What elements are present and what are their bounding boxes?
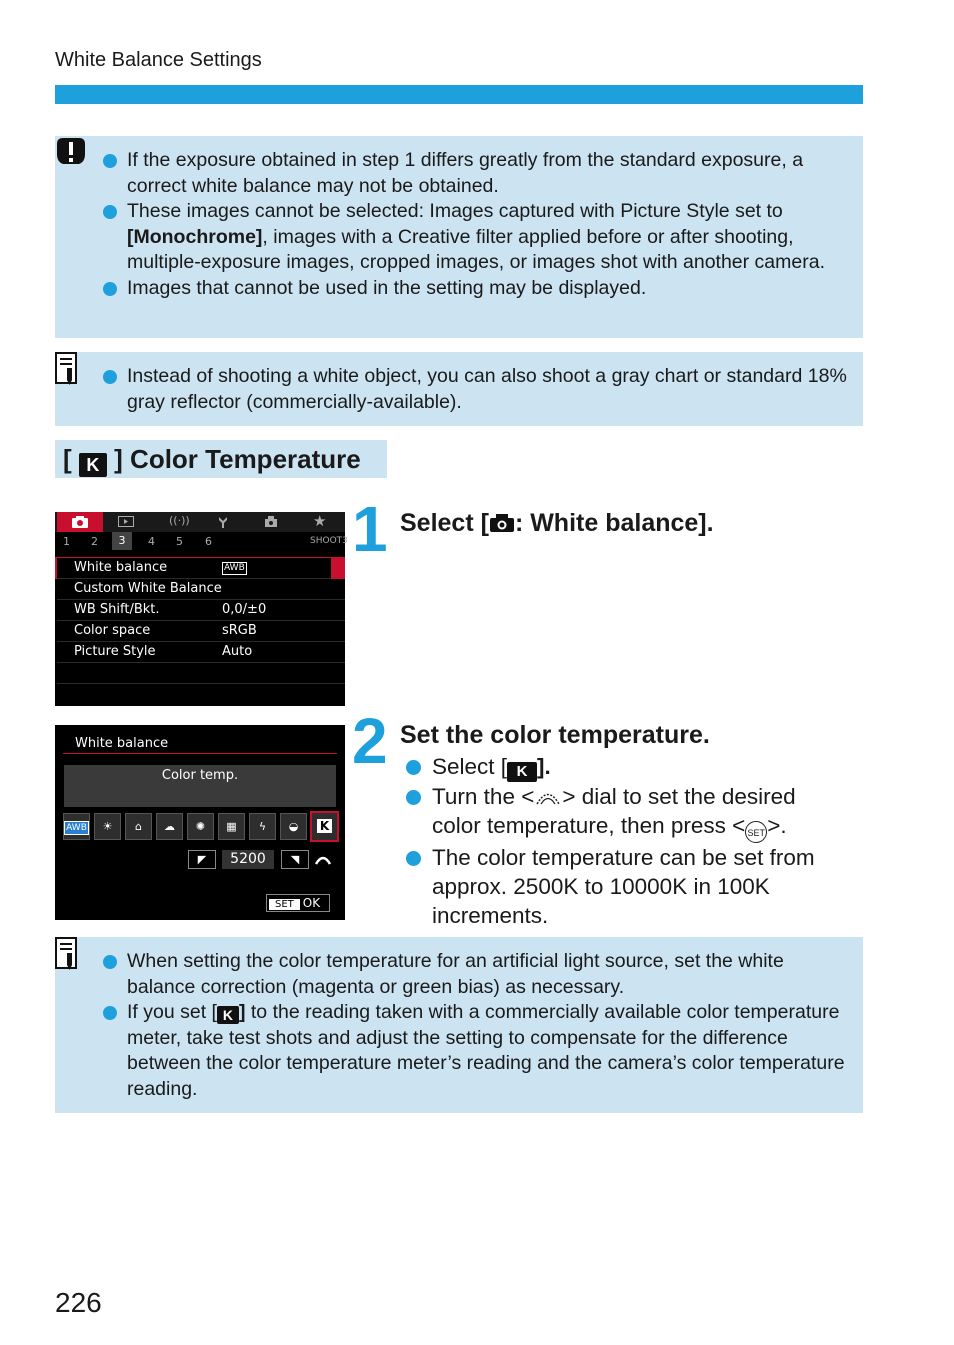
shoot-tab[interactable]: [57, 512, 103, 532]
step1-title: Select [ : White balance].: [400, 509, 714, 537]
quick-control-dial-icon: [534, 787, 562, 807]
wireless-tab-icon[interactable]: ((·)): [169, 514, 190, 527]
custom-functions-tab-icon[interactable]: [263, 515, 279, 529]
header-rule: [55, 85, 863, 104]
shade-mode-icon[interactable]: ⌂: [125, 813, 152, 840]
custom-wb-mode-icon[interactable]: ◒: [280, 813, 307, 840]
list-item: When setting the color temperature for an artificial light source, set the white balance correction (magenta or green bias) as necessary.: [103, 949, 853, 1000]
memo-icon: [55, 937, 81, 971]
main-dial-icon: [314, 852, 332, 866]
caution-box: [55, 136, 863, 338]
fluorescent-mode-icon[interactable]: ▦: [218, 813, 245, 840]
playback-tab-icon[interactable]: [118, 516, 134, 527]
caution-icon: [55, 136, 87, 168]
list-item: If the exposure obtained in step 1 differs greatly from the standard exposure, a correct white balance may not be obtained.: [103, 148, 853, 199]
screen-title: White balance: [75, 736, 169, 751]
note-box: [55, 352, 863, 426]
wrench-tab-icon[interactable]: [216, 515, 230, 529]
step2-title: Set the color temperature.: [400, 721, 710, 749]
page-tab-3[interactable]: 3: [112, 532, 132, 550]
menu-row-color-space[interactable]: Color space sRGB: [57, 621, 345, 642]
menu-row-custom-wb[interactable]: Custom White Balance: [57, 579, 345, 600]
awb-icon: AWB: [224, 563, 245, 573]
step-number-2: 2: [352, 705, 388, 777]
set-ok-button[interactable]: SET OK: [266, 894, 330, 912]
title-underline: [63, 753, 337, 754]
section-heading: [ K ] Color Temperature: [55, 440, 387, 478]
color-temp-k-icon: K: [79, 453, 107, 477]
page-tab-5[interactable]: 5: [176, 535, 183, 548]
list-item: Turn the < > dial to set the desired color temperature, then press < SET >.: [400, 782, 850, 843]
color-temp-k-icon: K: [217, 1006, 239, 1024]
tungsten-mode-icon[interactable]: ✺: [187, 813, 214, 840]
tab-label: SHOOT3: [310, 536, 348, 546]
list-item: Select [ K ].: [400, 752, 850, 782]
decrease-arrow-icon[interactable]: ◤: [188, 850, 216, 869]
running-header: White Balance Settings: [55, 49, 262, 71]
menu-row-wb-shift[interactable]: WB Shift/Bkt. 0,0/±0: [57, 600, 345, 621]
camera-icon: [489, 513, 515, 533]
memo-icon: [55, 352, 81, 386]
wb-select-screen: [55, 725, 345, 920]
page-tab-2[interactable]: 2: [91, 535, 98, 548]
color-temp-value: 5200: [222, 850, 274, 869]
note2-list: [103, 949, 853, 1103]
increase-arrow-icon[interactable]: ◥: [281, 850, 309, 869]
daylight-mode-icon[interactable]: ☀: [94, 813, 121, 840]
camera-menu-screen: [55, 512, 348, 706]
list-item: The color temperature can be set from approx. 2500K to 10000K in 100K increments.: [400, 843, 850, 930]
menu-tab-bar: [55, 512, 345, 532]
note-list: [103, 364, 853, 415]
list-item: Images that cannot be used in the setting may be displayed.: [103, 276, 853, 302]
camera-icon: [57, 512, 103, 532]
page-number: 226: [55, 1287, 102, 1318]
awb-mode-icon[interactable]: AWB: [63, 813, 90, 840]
set-button-icon: SET: [745, 821, 767, 843]
menu-row-picture-style[interactable]: Picture Style Auto: [57, 642, 345, 663]
cloudy-mode-icon[interactable]: ☁: [156, 813, 183, 840]
menu-row-white-balance[interactable]: White balance AWB: [57, 558, 331, 579]
note-box-2: [55, 937, 863, 1113]
list-item: These images cannot be selected: Images captured with Picture Style set to [Monochrome], images with a Creative filter applied before or after shooting, multiple-exposure images, cropped images, or images shot with another camera.: [103, 199, 853, 276]
list-item: If you set [ K ] to the reading taken with a commercially available color temperature meter, take test shots and adjust the setting to compensate for the difference between the color temperature meter’s reading and the camera’s color temperature reading.: [103, 1000, 853, 1102]
page-tab-6[interactable]: 6: [205, 535, 212, 548]
step2-bullets: [400, 752, 850, 930]
step-number-1: 1: [352, 493, 388, 565]
menu-row-empty: [57, 684, 345, 704]
page-tab-4[interactable]: 4: [148, 535, 155, 548]
list-item: Instead of shooting a white object, you can also shoot a gray chart or standard 18% gray reflector (commercially-available).: [103, 364, 853, 415]
caution-list: [103, 148, 853, 302]
mode-label-panel: Color temp.: [64, 765, 336, 807]
color-temp-k-icon: K: [507, 762, 537, 782]
page-tab-1[interactable]: 1: [63, 535, 70, 548]
menu-page-row: [55, 532, 348, 550]
flash-mode-icon[interactable]: ϟ: [249, 813, 276, 840]
menu-row-empty: [57, 663, 345, 684]
my-menu-star-icon[interactable]: ★: [313, 512, 327, 530]
color-temp-mode-icon[interactable]: K: [310, 811, 339, 842]
